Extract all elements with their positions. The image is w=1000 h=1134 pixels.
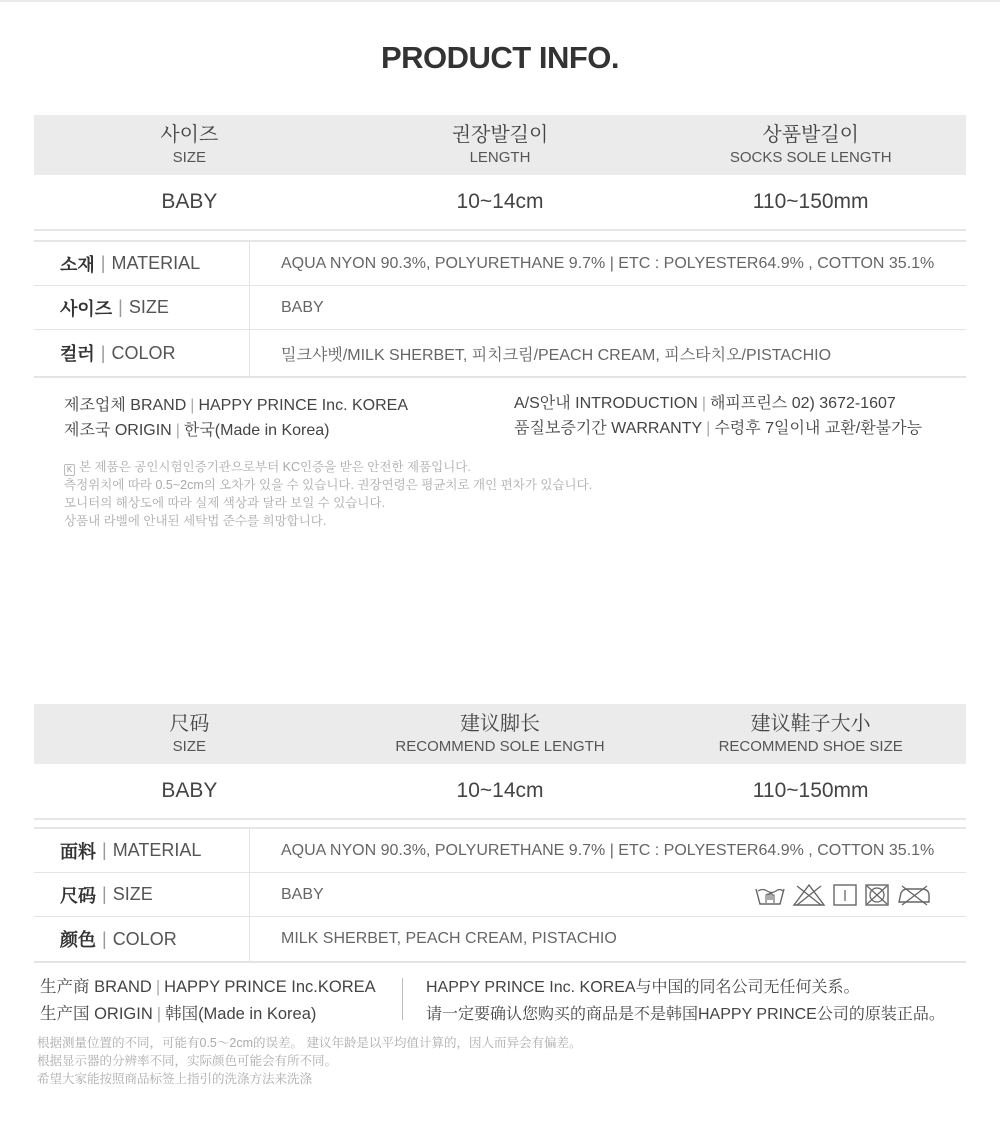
kr-size-header-main: 사이즈 xyxy=(160,123,219,146)
cn-size-table-header xyxy=(34,704,966,764)
kr-size-label: 사이즈 | SIZE xyxy=(34,286,250,329)
kr-maker-right xyxy=(514,391,922,441)
cn-size-row xyxy=(34,873,966,917)
kr-length-header-main: 권장발길이 xyxy=(451,123,549,146)
cn-notes xyxy=(37,1034,581,1088)
kr-info-table xyxy=(34,240,966,378)
cn-size-label: 尺码 | SIZE xyxy=(34,873,250,916)
cn-note: 希望大家能按照商品标签上指引的洗涤方法来洗涤 xyxy=(37,1072,313,1086)
kr-as-line: A/S안내 INTRODUCTION | 해피프린스 02) 3672-1607 xyxy=(514,395,896,412)
cn-shoe-size-value: 110~150mm xyxy=(752,779,869,802)
cn-length-header-main: 建议脚长 xyxy=(460,712,540,735)
cn-shoe-size-header xyxy=(655,704,966,764)
cn-color-value: MILK SHERBET, PEACH CREAM, PISTACHIO xyxy=(281,930,617,947)
kr-size-table-row xyxy=(34,175,966,231)
kr-origin-line: 제조국 ORIGIN | 한국(Made in Korea) xyxy=(64,422,330,439)
cn-note: 根据显示器的分辨率不同，实际颜色可能会有所不同。 xyxy=(37,1054,338,1068)
kr-length-header xyxy=(345,115,656,175)
no-tumble-dry-icon xyxy=(864,883,890,907)
kr-material-row xyxy=(34,242,966,286)
no-iron-icon xyxy=(896,883,932,907)
kr-length-value: 10~14cm xyxy=(456,190,544,213)
kr-color-label: 컬러 | COLOR xyxy=(34,330,250,376)
kc-mark-icon: K xyxy=(64,464,75,476)
cn-size-info-cell xyxy=(250,873,966,916)
cn-length-header xyxy=(345,704,656,764)
cn-size-table xyxy=(34,704,966,820)
cn-disclaimer-line: 请一定要确认您购买的商品是不是韩国HAPPY PRINCE公司的原装正品。 xyxy=(426,1006,945,1023)
cn-length-header-sub: RECOMMEND SOLE LENGTH xyxy=(395,737,605,755)
hand-wash-icon xyxy=(754,883,786,907)
care-icons xyxy=(754,883,932,907)
cn-info-table xyxy=(34,827,966,963)
kr-warranty-line: 품질보증기간 WARRANTY | 수령후 7일이내 교환/환불가능 xyxy=(514,420,923,437)
kr-sole-length-header xyxy=(655,115,966,175)
cn-length-value: 10~14cm xyxy=(456,779,544,802)
cn-size-table-row xyxy=(34,764,966,820)
kr-notes xyxy=(64,458,592,530)
kr-size-table-header xyxy=(34,115,966,175)
cn-size-header-main: 尺码 xyxy=(169,712,210,735)
cn-size-info-value: BABY xyxy=(281,885,324,903)
cn-maker-divider xyxy=(402,978,403,1020)
kr-note: 상품내 라벨에 안내된 세탁법 준수를 희망합니다. xyxy=(64,514,327,528)
kr-size-info-value: BABY xyxy=(281,298,324,316)
no-bleach-icon xyxy=(792,883,826,907)
cn-shoe-header-main: 建议鞋子大小 xyxy=(750,712,871,735)
kr-sole-header-sub: SOCKS SOLE LENGTH xyxy=(729,148,892,166)
kr-note-kc: K 본 제품은 공인시험인증기관으로부터 KC인증을 받은 안전한 제품입니다. xyxy=(64,458,592,476)
cn-disclaimer-line: HAPPY PRINCE Inc. KOREA与中国的同名公司无任何关系。 xyxy=(426,979,860,996)
cn-size-header xyxy=(34,704,345,764)
cn-size-value: BABY xyxy=(161,779,218,802)
kr-size-header xyxy=(34,115,345,175)
kr-color-row xyxy=(34,330,966,378)
line-dry-icon xyxy=(832,883,858,907)
cn-origin-line: 生产国 ORIGIN | 韩国(Made in Korea) xyxy=(40,1005,317,1023)
cn-material-row xyxy=(34,829,966,873)
kr-sole-length-value: 110~150mm xyxy=(752,190,869,213)
cn-material-label: 面料 | MATERIAL xyxy=(34,829,250,872)
cn-material-value: AQUA NYON 90.3%, POLYURETHANE 9.7% | ETC : POLYESTER64.9% , COTTON 35.1% xyxy=(281,841,935,859)
cn-note: 根据测量位置的不同，可能有0.5～2cm的误差。 建议年龄是以平均值计算的，因人而异会有偏差。 xyxy=(37,1036,582,1050)
kr-size-header-sub: SIZE xyxy=(172,148,206,166)
kr-material-value: AQUA NYON 90.3%, POLYURETHANE 9.7% | ETC : POLYESTER64.9% , COTTON 35.1% xyxy=(281,254,935,272)
kr-sole-header-main: 상품발길이 xyxy=(762,123,859,146)
kr-size-row xyxy=(34,286,966,330)
kr-material-label: 소재 | MATERIAL xyxy=(34,242,250,285)
kr-length-header-sub: LENGTH xyxy=(469,148,531,166)
cn-size-header-sub: SIZE xyxy=(172,737,206,755)
kr-size-value: BABY xyxy=(161,190,218,213)
cn-color-label: 颜色 | COLOR xyxy=(34,917,250,961)
cn-disclaimer xyxy=(426,974,945,1028)
page-title: PRODUCT INFO. xyxy=(380,40,620,75)
cn-shoe-header-sub: RECOMMEND SHOE SIZE xyxy=(718,737,903,755)
kr-size-table xyxy=(34,115,966,231)
cn-color-row xyxy=(34,917,966,963)
kr-note: 모니터의 해상도에 따라 실제 색상과 달라 보일 수 있습니다. xyxy=(64,496,386,510)
kr-brand-line: 제조업체 BRAND | HAPPY PRINCE Inc. KOREA xyxy=(64,397,408,414)
kr-maker-left xyxy=(64,393,408,443)
kr-color-value: 밀크샤벳/MILK SHERBET, 피치크림/PEACH CREAM, 피스타치오/PISTACHIO xyxy=(281,346,832,364)
kr-note: 측정위치에 따라 0.5~2cm의 오차가 있을 수 있습니다. 권장연령은 평균치로 개인 편차가 있습니다. xyxy=(64,478,593,492)
top-divider xyxy=(0,0,1000,2)
cn-brand-line: 生产商 BRAND | HAPPY PRINCE Inc.KOREA xyxy=(40,978,376,996)
cn-maker-left xyxy=(40,974,376,1028)
